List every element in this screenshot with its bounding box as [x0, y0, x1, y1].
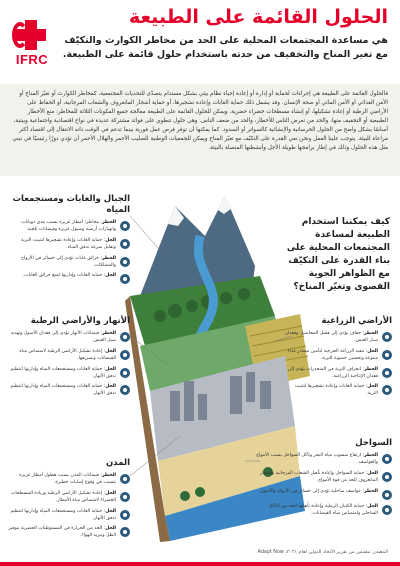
red-cross-crescent-icon — [14, 20, 50, 50]
solution-icon — [120, 239, 130, 249]
list-item: الخطر: انجراف التربة في المنحدرات يؤدي إلى فقدان الإنتاجية الزراعية. — [284, 367, 392, 381]
footer-bar — [0, 562, 400, 566]
page-subtitle: هي مساعدة المجتمعات المحلية على الحد من مخاطر الكوارث والتكيّف مع تغير المناخ والتخفيف من حدته باستخدام حلول قائمة على الطبيعة. — [62, 35, 388, 60]
list-item: الحل: حماية الغابات وإعادة تشجيرها لتثبيت التربة وتقليل سرعة تدفق المياه. — [8, 238, 130, 252]
source-note: المصدر: مقتبس من تقرير الاتحاد الدولي لعام ٢٠٢١، Adapt Now — [257, 550, 388, 555]
hazard-icon — [382, 368, 392, 378]
list-item: الحل: حماية الغابات ومستجمعات المياه وإدارتها لتنظيم تدفق الأنهار. — [8, 384, 130, 398]
section-mountains — [8, 194, 130, 288]
intro-panel — [0, 84, 400, 176]
solution-icon — [120, 350, 130, 360]
solution-icon — [382, 505, 392, 515]
header — [0, 0, 400, 84]
hazard-icon — [382, 490, 392, 500]
solution-icon — [382, 385, 392, 395]
page-title: الحلول القائمة على الطبيعة — [128, 6, 388, 28]
list-item: الخطر: حرائق غابات تؤدي إلى خسائر في الأرواح والممتلكات. — [8, 256, 130, 270]
list-item: الخطر: فيضانات الأنهار تؤدي إلى فقدان الأصول وتهديد سبل العيش. — [8, 331, 130, 345]
section-cities — [8, 458, 130, 544]
section-heading: الأنهار والأراضي الرطبة — [30, 316, 130, 326]
list-item: الحل: حماية الغابات ومستجمعات المياه وإدارتها لتنظيم تدفق الأنهار. — [8, 509, 130, 523]
ifrc-logo — [12, 20, 52, 67]
list-item: الخطر: عواصف ساحلية تؤدي إلى خسائر في الأرواح والأصول. — [252, 489, 392, 500]
key-question: كيف يمكننا استخدام الطبيعة لمساعدة المجتمعات المحلية على بناء القدرة على التكيّف مع الظواهر الجوية القصوى وتغيّر المناخ؟ — [286, 217, 390, 293]
solution-icon — [120, 368, 130, 378]
list-item: الحل: حماية السواحل وإعادة تأهيل الشعاب المرجانية وأشجار المانغروف للحد من قوة الأمواج. — [252, 471, 392, 485]
solution-icon — [120, 527, 130, 537]
section-coasts — [252, 438, 392, 521]
hazard-icon — [120, 221, 130, 231]
list-item: الحل: حماية الغابات ومستجمعات المياه وإدارتها لتنظيم تدفق الأنهار. — [8, 367, 130, 381]
list-item: الحل: تنفيذ الزراعة الحرجية لتأمين مصادر غذاء متنوعة وتحسين خصوبة التربة. — [284, 349, 392, 363]
section-heading: السواحل — [355, 438, 392, 448]
list-item: الحل: حماية الغابات وإدارتها لمنع حرائق الغابات. — [8, 273, 130, 284]
list-item: الخطر: مخاطر: أمطار غزيرة يسبب مدى ذوبانات وانهيارات أرضية وسيول غزيرة وفيضانات ثلجية. — [8, 220, 130, 234]
section-heading: المدن — [106, 458, 130, 468]
list-item: الخطر: جفاف يؤدي إلى فشل المحاصيل وفقدان سبل العيش. — [284, 331, 392, 345]
list-item: الخطر: ارتفاع منسوب مياه البحر وتآكل السواحل بسبب الأمواج والعواصف. — [252, 453, 392, 467]
hazard-icon — [382, 332, 392, 342]
list-item: الحل: حماية الكثبان الرملية وإعادة تأهيلها للحد من التآكل الساحلي وامتصاص مياه الفيضانات. — [252, 504, 392, 518]
list-item: الحل: حماية الغابات وإعادة تشجيرها لتثبيت التربة. — [284, 384, 392, 398]
solution-icon — [382, 472, 392, 482]
hazard-icon — [120, 257, 130, 267]
intro-text: فالحلول القائمة على الطبيعة هي إجراءات لحماية أو إدارة أو إعادة إحياء نظام بيئي بشكل مستدام يتصدّى للتحديات المجتمعية، كمخاطر الكوارث أو تغيّر المناخ أو الأمن الغذائي أو الأمن المائي أو صحة الإنسان. وقد يشمل ذلك حماية الغابات وإعادة تشجيرها، أو حماية أشجار المانغروف والشعاب المرجانية، أو الحفاظ على الأراضي الرطبة أو إعادة تشكيلها، أو إنشاء مسطحات خضراء حضرية. ويمكن للحلول القائمة على الطبيعة معالجة جميع المكونات الثلاثة للمخاطر: منع الأخطار الطبيعية أو التخفيف منها، والحد من تعرض الناس للأخطار، والحد من ضعف الناس. وهي حلول تنطوي على فوائد مشتركة عديدة في نواح اقتصادية واجتماعية وبيئية، أساسًا بشكل واضح من الحلول الخرسانية والإنشائية كالسواتر أو السدود. كما يمكنها أن توفر فرص عمل فورية بينما تدعم في الوقت ذاته الانتقال إلى اقتصاد أكثر مراعاة للبيئة. يتوجب علينا العمل ونحن نعي القدرة على التكيّف مع تغيّر المناخ ويمكن للجمعيات الوطنية للصليب الأحمر والهلال الأحمر أن تؤدي دورًا رئيسيًا في تبني مثل هذه الحلول وذلك في إطار برامجها طويلة الأجل وأنشطتها المتصلة بالبيئة. — [12, 91, 388, 152]
footer — [0, 546, 400, 566]
logo-text: IFRC — [15, 52, 49, 67]
hazard-icon — [382, 454, 392, 464]
hazard-icon — [120, 332, 130, 342]
section-heading: الجبال والغابات ومستجمعات المياه — [12, 194, 130, 216]
list-item: الحل: الحد من الحرارة في المستوطنات الحضرية بتوفير الظل وتبريد الهواء. — [8, 526, 130, 540]
solution-icon — [120, 510, 130, 520]
section-agriculture — [284, 316, 392, 402]
section-heading: الأراضي الزراعية — [321, 316, 392, 326]
solution-icon — [120, 274, 130, 284]
main-infographic — [0, 176, 400, 546]
solution-icon — [120, 492, 130, 502]
list-item: الحل: إعادة تشكيل الأراضي الرطبة وزيادة المسطحات الخضراء لامتصاص مياه الأمطار. — [8, 491, 130, 505]
list-item: الحل: إعادة تشكيل الأراضي الرطبة لامتصاص مياه الفيضانات وتصريفها. — [8, 349, 130, 363]
list-item: الخطر: فيضانات المدن بسبب هطول أمطار غزيرة يتسبب في وقوع إصابات خطيرة. — [8, 473, 130, 487]
section-rivers-wetlands — [8, 316, 130, 402]
hazard-icon — [120, 474, 130, 484]
solution-icon — [120, 385, 130, 395]
solution-icon — [382, 350, 392, 360]
